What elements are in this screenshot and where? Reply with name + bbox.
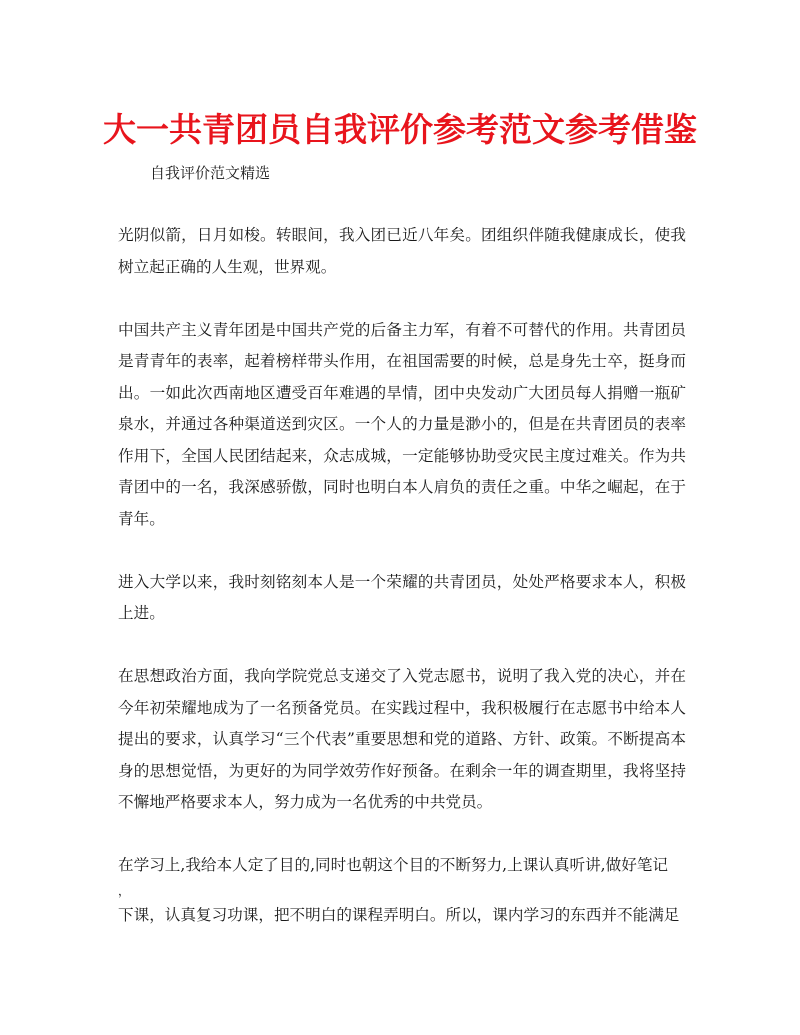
paragraph-study-comma: ， [118,883,131,898]
paragraph-study-line1: 在学习上,我给本人定了目的,同时也朝这个目的不断努力,上课认真听讲,做好笔记 [118,856,669,874]
document-subtitle: 自我评价范文精选 [150,164,271,182]
paragraph-league-role: 中国共产主义青年团是中国共产党的后备主力军，有着不可替代的作用。共青团员是青青年的表率，起着榜样带头作用，在祖国需要的时候，总是身先士卒，挺身而出。一如此次西南地区遭受百年难遇的旱情，团中央发动广大团员每人捐赠一瓶矿泉水，并通过各种渠道送到灾区。一个人的力量是渺小的，但是在共青团员的表率作用下，全国人民团结起来，众志成城，一定能够协助受灾民主度过难关。作为共青团中的一名，我深感骄傲，同时也明白本人肩负的责任之重。中华之崛起，在于青年。 [118,320,686,528]
document-body [118,220,686,931]
paragraph-university: 进入大学以来，我时刻铭刻本人是一个荣耀的共青团员，处处严格要求本人，积极上进。 [118,572,686,622]
paragraph-study-line2: 下课，认真复习功课，把不明白的课程弄明白。所以，课内学习的东西并不能满足 [118,905,680,924]
document-title: 大一共青团员自我评价参考范文参考借鉴 [103,110,697,149]
paragraph-politics: 在思想政治方面，我向学院党总支递交了入党志愿书，说明了我入党的决心，并在今年初荣耀地成为了一名预备党员。在实践过程中，我积极履行在志愿书中给本人提出的要求，认真学习“三个代表”重要思想和党的道路、方针、政策。不断提高本身的思想觉悟，为更好的为同学效劳作好预备。在剩余一年的调查期里，我将坚持不懈地严格要求本人，努力成为一名优秀的中共党员。 [118,667,686,811]
paragraph-intro: 光阴似箭，日月如梭。转眼间，我入团已近八年矣。团组织伴随我健康成长，使我树立起正确的人生观，世界观。 [118,226,686,276]
